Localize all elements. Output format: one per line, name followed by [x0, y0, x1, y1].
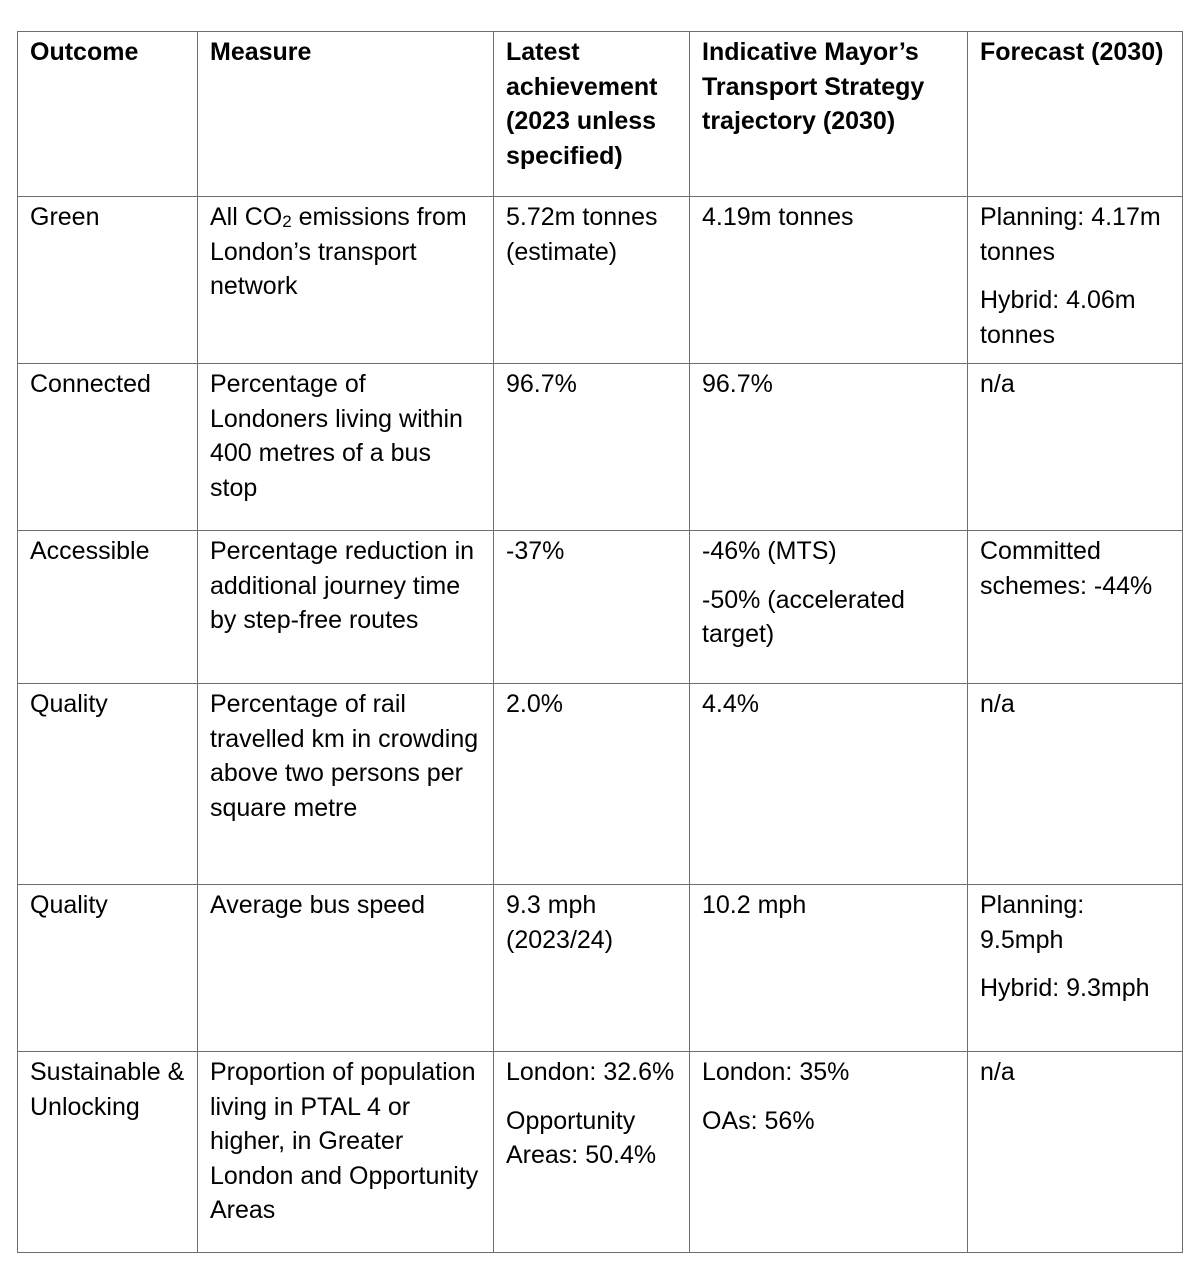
cell-trajectory: [690, 197, 968, 364]
cell-trajectory: [690, 531, 968, 684]
header-forecast: Forecast (2030): [968, 32, 1183, 197]
trajectory-text: OAs: 56%: [702, 1106, 815, 1135]
cell-measure: [198, 197, 494, 364]
measure-text-post: emissions from London’s transport network: [210, 203, 467, 300]
cell-trajectory: [690, 885, 968, 1052]
cell-trajectory: [690, 684, 968, 885]
cell-trajectory: [690, 1052, 968, 1253]
forecast-text: Hybrid: 4.06m tonnes: [980, 286, 1136, 349]
table-row: [18, 197, 1183, 364]
cell-measure: Proportion of population living in PTAL 4 or higher, in Greater London and Opportunity Areas: [198, 1052, 494, 1253]
table-row: [18, 364, 1183, 531]
cell-outcome: Quality: [18, 885, 198, 1052]
forecast-text: Planning: 4.17m tonnes: [980, 203, 1161, 266]
cell-latest: [494, 885, 690, 1052]
cell-forecast: [968, 684, 1183, 885]
cell-latest: [494, 684, 690, 885]
header-latest: Latest achievement (2023 unless specified): [494, 32, 690, 197]
latest-text: 5.72m tonnes (estimate): [506, 203, 658, 266]
forecast-text: Planning: 9.5mph: [980, 891, 1085, 954]
trajectory-text: 4.4%: [702, 690, 759, 718]
trajectory-text: -46% (MTS): [702, 537, 837, 565]
cell-latest: [494, 1052, 690, 1253]
forecast-text: n/a: [980, 690, 1015, 718]
forecast-text: Hybrid: 9.3mph: [980, 974, 1150, 1002]
header-outcome: Outcome: [18, 32, 198, 197]
header-measure: Measure: [198, 32, 494, 197]
latest-text: 96.7%: [506, 370, 577, 398]
forecast-text: n/a: [980, 370, 1015, 398]
table-row: [18, 1052, 1183, 1253]
cell-measure: Percentage reduction in additional journey time by step-free routes: [198, 531, 494, 684]
table-row: [18, 885, 1183, 1052]
cell-forecast: [968, 531, 1183, 684]
cell-forecast: [968, 364, 1183, 531]
cell-forecast: [968, 197, 1183, 364]
latest-text: Opportunity Areas: 50.4%: [506, 1106, 657, 1169]
cell-latest: [494, 197, 690, 364]
latest-text: 2.0%: [506, 690, 563, 718]
cell-outcome: Quality: [18, 684, 198, 885]
outcomes-table: [17, 31, 1183, 1253]
trajectory-text: London: 35%: [702, 1058, 850, 1086]
table-row: [18, 531, 1183, 684]
header-trajectory: Indicative Mayor’s Transport Strategy trajectory (2030): [690, 32, 968, 197]
trajectory-text: 96.7%: [702, 370, 773, 398]
cell-measure: Average bus speed: [198, 885, 494, 1052]
latest-text: -37%: [506, 537, 565, 565]
trajectory-text: 10.2 mph: [702, 891, 807, 919]
measure-subscript: 2: [282, 212, 292, 231]
cell-outcome: Connected: [18, 364, 198, 531]
cell-outcome: Accessible: [18, 531, 198, 684]
table-row: [18, 684, 1183, 885]
cell-outcome: Sustainable & Unlocking: [18, 1052, 198, 1253]
cell-trajectory: [690, 364, 968, 531]
cell-forecast: [968, 1052, 1183, 1253]
cell-latest: [494, 364, 690, 531]
cell-measure: Percentage of Londoners living within 400 metres of a bus stop: [198, 364, 494, 531]
cell-outcome: Green: [18, 197, 198, 364]
measure-text-pre: All CO: [210, 203, 283, 231]
forecast-text: Committed schemes: -44%: [980, 537, 1153, 600]
trajectory-text: 4.19m tonnes: [702, 203, 854, 231]
latest-text: 9.3 mph (2023/24): [506, 891, 614, 954]
latest-text: London: 32.6%: [506, 1058, 675, 1086]
cell-forecast: [968, 885, 1183, 1052]
trajectory-text: -50% (accelerated target): [702, 585, 905, 648]
header-row: [18, 32, 1183, 197]
forecast-text: n/a: [980, 1058, 1015, 1086]
cell-measure: Percentage of rail travelled km in crowding above two persons per square metre: [198, 684, 494, 885]
cell-latest: [494, 531, 690, 684]
